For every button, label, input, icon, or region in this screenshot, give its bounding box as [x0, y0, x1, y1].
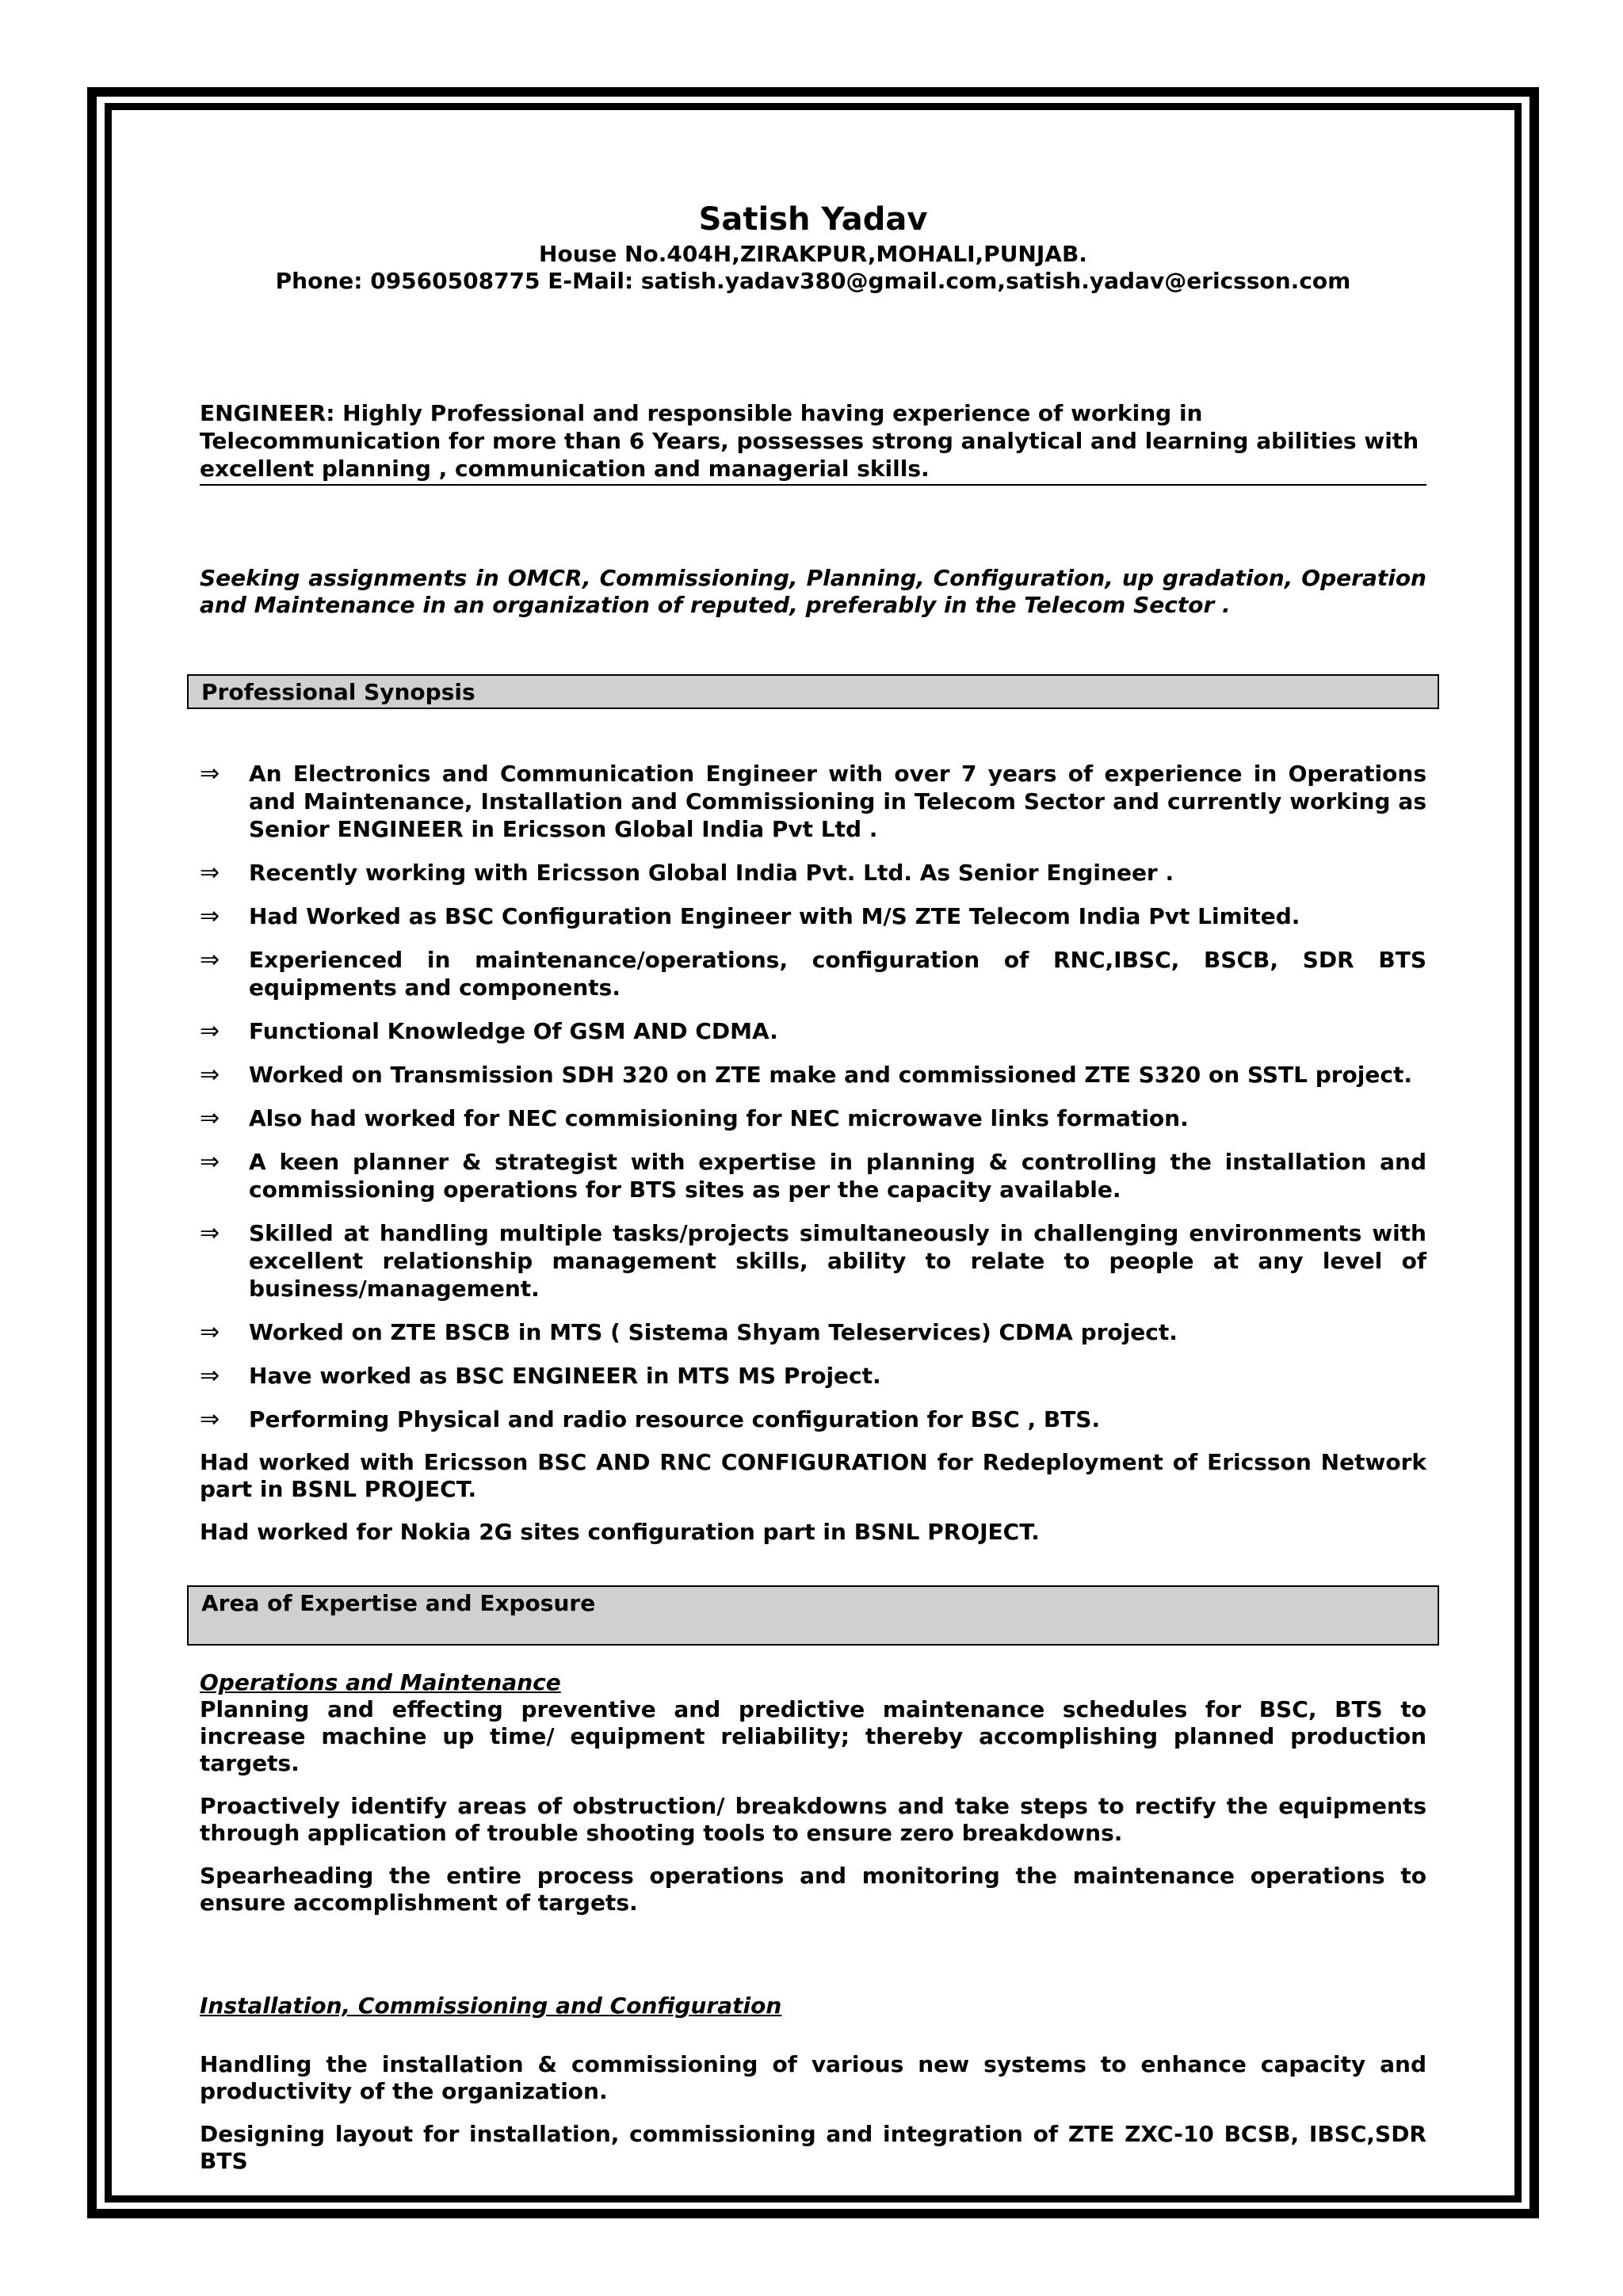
arrow-bullet-icon: ⇒	[200, 902, 220, 930]
arrow-bullet-icon: ⇒	[200, 946, 220, 974]
arrow-bullet-icon: ⇒	[200, 1104, 220, 1132]
list-item: ⇒ Worked on Transmission SDH 320 on ZTE make and commissioned ZTE S320 on SSTL project.	[200, 1061, 1413, 1089]
arrow-bullet-icon: ⇒	[200, 760, 220, 788]
arrow-bullet-icon: ⇒	[200, 1219, 220, 1247]
om-paragraph: Planning and effecting preventive and predictive maintenance schedules for BSC, BTS to increase machine up time/ equipment reliability; thereby accomplishing planned production targets.	[200, 1696, 1426, 1776]
om-paragraph: Spearheading the entire process operations and monitoring the maintenance operations to ensure accomplishment of targets.	[200, 1863, 1426, 1916]
list-item: ⇒ Experienced in maintenance/operations, configuration of RNC,IBSC, BSCB, SDR BTS equipments and components.	[200, 946, 1426, 1001]
list-item: ⇒ Recently working with Ericsson Global India Pvt. Ltd. As Senior Engineer .	[200, 859, 1174, 887]
arrow-bullet-icon: ⇒	[200, 1405, 220, 1433]
list-item: ⇒ Had Worked as BSC Configuration Engineer with M/S ZTE Telecom India Pvt Limited.	[200, 902, 1300, 930]
arrow-bullet-icon: ⇒	[200, 1148, 220, 1176]
list-item: ⇒ Worked on ZTE BSCB in MTS ( Sistema Shyam Teleservices) CDMA project.	[200, 1318, 1178, 1346]
section-header-synopsis: Professional Synopsis	[187, 674, 1439, 709]
arrow-bullet-icon: ⇒	[200, 1362, 220, 1390]
phone-email: Phone: 09560508775 E-Mail: satish.yadav380@gmail.com,satish.yadav@ericsson.com	[275, 268, 1351, 294]
list-item: ⇒ A keen planner & strategist with expertise in planning & controlling the installation and commissioning operations for BTS sites as per the capacity available.	[200, 1148, 1426, 1203]
arrow-bullet-icon: ⇒	[200, 859, 220, 887]
arrow-bullet-icon: ⇒	[200, 1061, 220, 1089]
list-item: ⇒ Performing Physical and radio resource configuration for BSC , BTS.	[200, 1405, 1101, 1433]
synopsis-extra-nokia: Had worked for Nokia 2G sites configuration part in BSNL PROJECT.	[200, 1519, 1040, 1545]
arrow-bullet-icon: ⇒	[200, 1318, 220, 1346]
address: House No.404H,ZIRAKPUR,MOHALI,PUNJAB.	[539, 241, 1087, 267]
icc-paragraph: Handling the installation & commissioning of various new systems to enhance capacity and productivity of the organization.	[200, 2051, 1426, 2104]
subheading-installation-commissioning: Installation, Commissioning and Configuration	[200, 1993, 782, 2019]
career-objective: Seeking assignments in OMCR, Commissioning, Planning, Configuration, up gradation, Operation and Maintenance in an organization of reputed, preferably in the Telecom Sector .	[200, 565, 1426, 618]
arrow-bullet-icon: ⇒	[200, 1017, 220, 1045]
section-header-expertise: Area of Expertise and Exposure	[187, 1585, 1439, 1646]
resume-content	[200, 198, 1426, 2191]
list-item: ⇒ Functional Knowledge Of GSM AND CDMA.	[200, 1017, 778, 1045]
candidate-name: Satish Yadav	[698, 201, 928, 238]
synopsis-list	[200, 760, 1426, 1433]
icc-paragraph: Designing layout for installation, commissioning and integration of ZTE ZXC-10 BCSB, IBSC,SDR BTS	[200, 2121, 1426, 2174]
synopsis-extra-ericsson: Had worked with Ericsson BSC AND RNC CONFIGURATION for Redeployment of Ericsson Network part in BSNL PROJECT.	[200, 1449, 1426, 1502]
list-item: ⇒ An Electronics and Communication Engineer with over 7 years of experience in Operations and Maintenance, Installation and Commissioning in Telecom Sector and currently working as Senior ENGINEER in Ericsson Global India Pvt Ltd .	[200, 760, 1426, 842]
list-item: ⇒ Skilled at handling multiple tasks/projects simultaneously in challenging environments with excellent relationship management skills, ability to relate to people at any level of business/management.	[200, 1219, 1426, 1302]
list-item: ⇒ Have worked as BSC ENGINEER in MTS MS Project.	[200, 1362, 881, 1390]
om-paragraph: Proactively identify areas of obstruction/ breakdowns and take steps to rectify the equipments through application of trouble shooting tools to ensure zero breakdowns.	[200, 1793, 1426, 1846]
professional-summary: ENGINEER: Highly Professional and responsible having experience of working in Telecommunication for more than 6 Years, possesses strong analytical and learning abilities with excellent planning , communication and managerial skills.	[200, 399, 1426, 486]
subheading-operations-maintenance: Operations and Maintenance	[200, 1669, 561, 1695]
list-item: ⇒ Also had worked for NEC commisioning for NEC microwave links formation.	[200, 1104, 1189, 1132]
